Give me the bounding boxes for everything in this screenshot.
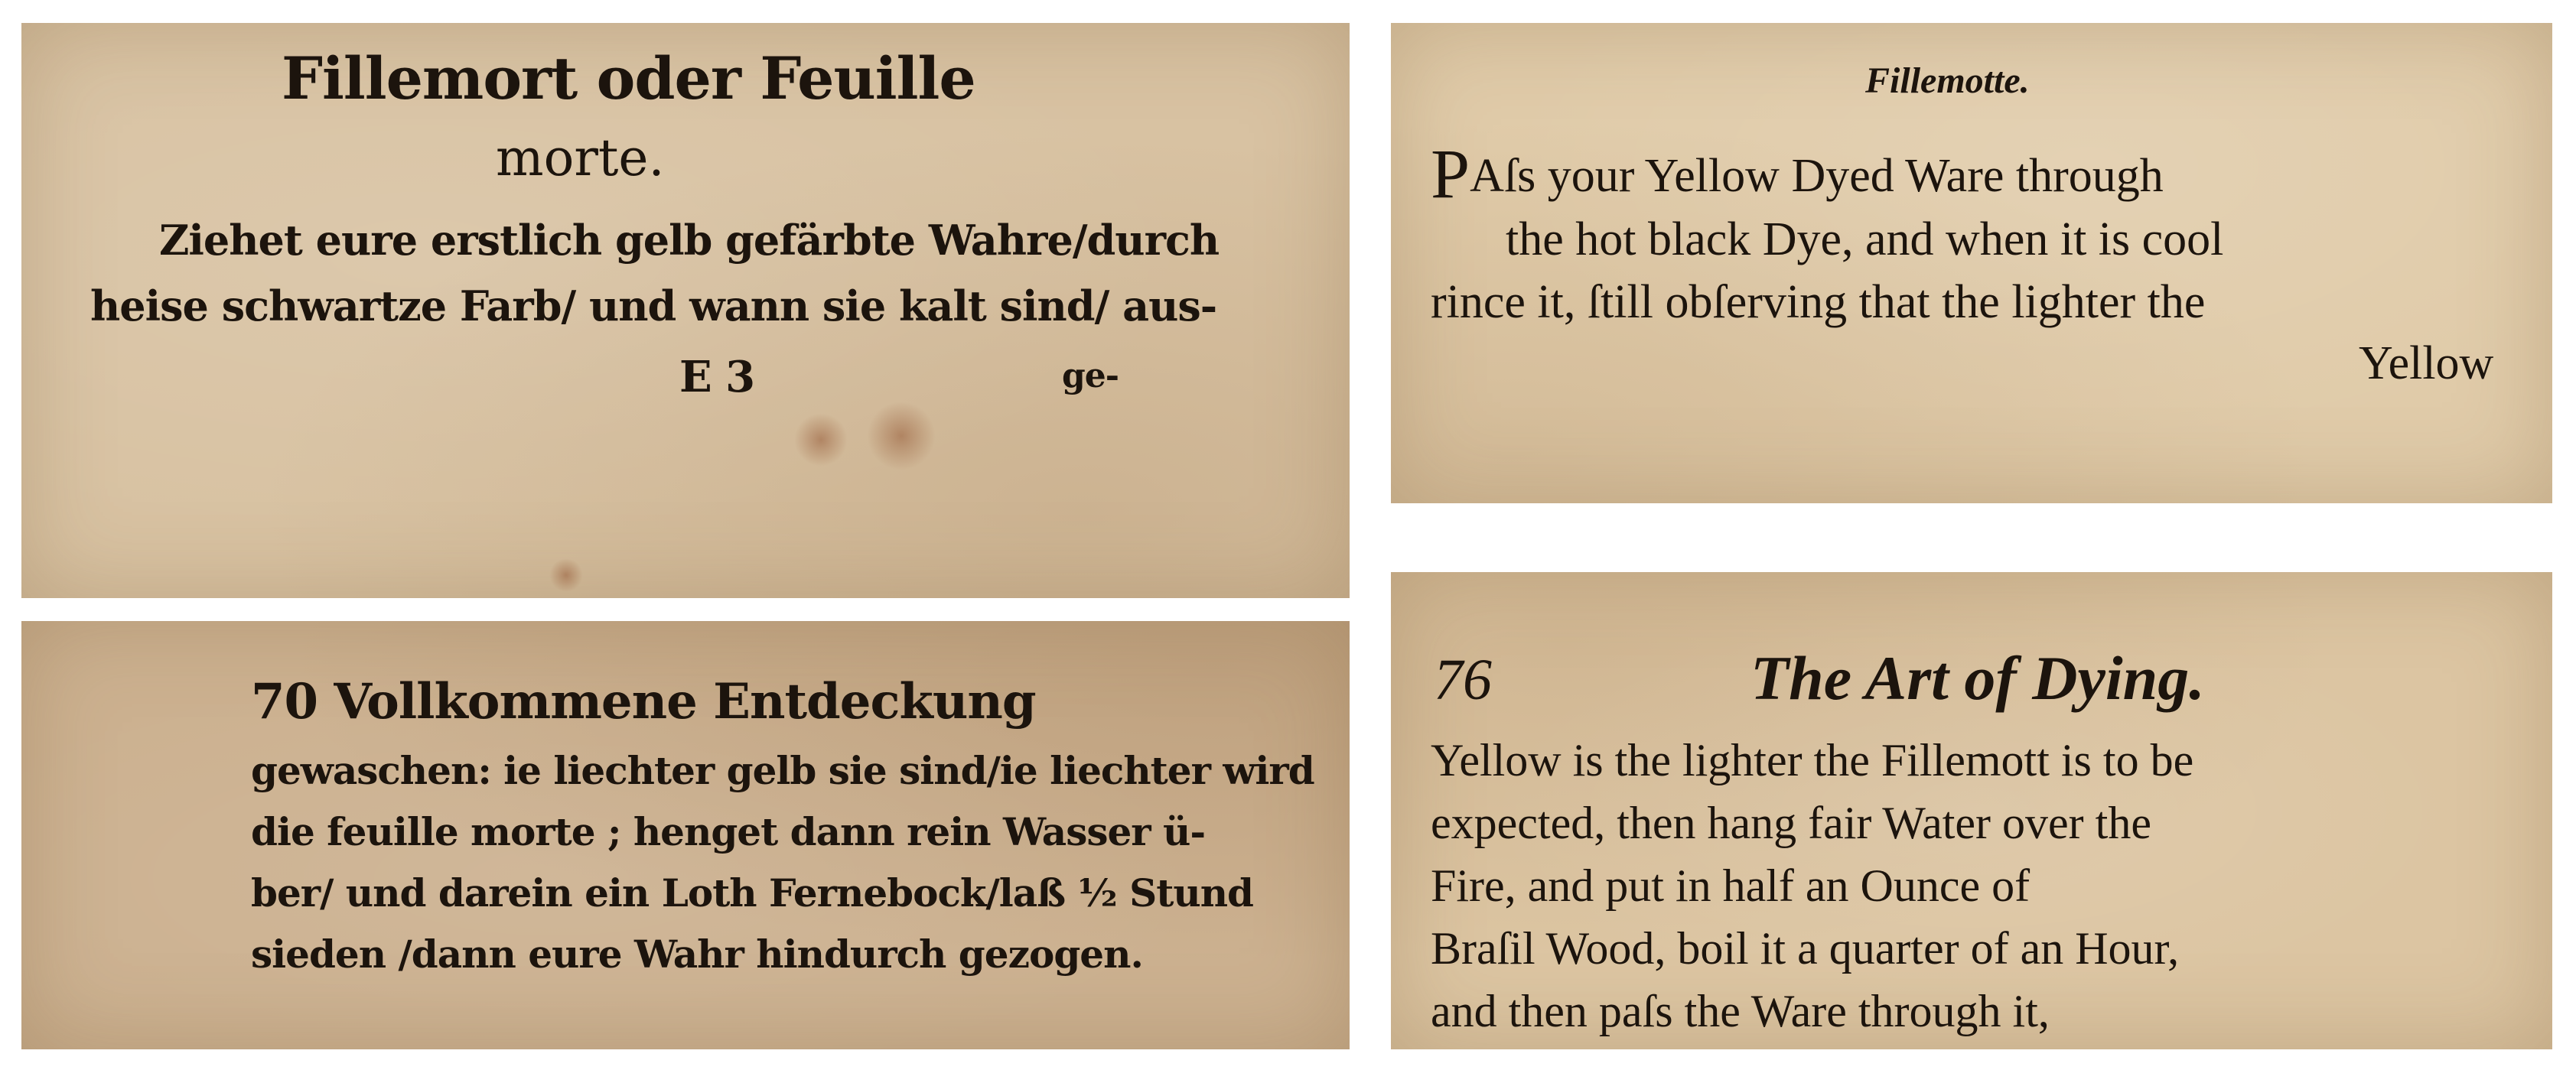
- catchword: Yellow: [2359, 337, 2494, 389]
- page-heading: Fillemotte.: [1865, 60, 2030, 101]
- page-heading: Fillemort oder Feuille: [282, 44, 975, 112]
- text-line: Yellow is the lighter the Fillemott is to be: [1431, 735, 2194, 785]
- page-scan-top-right: [1391, 23, 2552, 503]
- page-scan-bottom-left: [21, 621, 1350, 1049]
- text-line: the hot black Dye, and when it is cool: [1506, 213, 2224, 265]
- text-line: Ziehet eure erstlich gelb gefärbte Wahre/durch: [159, 216, 1220, 265]
- text-line: heise schwartze Farb/ und wann sie kalt sind/ aus-: [90, 281, 1217, 330]
- text-line: [1431, 135, 2164, 213]
- text-line: gewaschen: ie liechter gelb sie sind/ie liechter wird: [251, 748, 1314, 793]
- signature-mark: E 3: [679, 352, 755, 402]
- text-line: rince it, ſtill obſerving that the lighter the: [1431, 276, 2206, 328]
- text-line: sieden /dann eure Wahr hindurch gezogen.: [251, 932, 1143, 977]
- stain-mark: [867, 402, 936, 470]
- page-header: The Art of Dying.: [1750, 643, 2205, 713]
- page-header: 70 Vollkommene Entdeckung: [251, 673, 1036, 730]
- text-line: Braſil Wood, boil it a quarter of an Hour,: [1431, 923, 2180, 974]
- page-heading-continuation: morte.: [496, 128, 665, 187]
- stain-mark: [794, 413, 848, 467]
- text-line-rest: Aſs your Yellow Dyed Ware through: [1470, 150, 2164, 202]
- text-line: Fire, and put in half an Ounce of: [1431, 860, 2031, 911]
- text-line: die feuille morte ; henget dann rein Wasser ü-: [251, 809, 1206, 854]
- stain-mark: [549, 558, 583, 592]
- drop-cap: P: [1431, 135, 1470, 213]
- text-line: expected, then hang fair Water over the: [1431, 798, 2151, 848]
- page-scan-bottom-right: [1391, 572, 2552, 1049]
- text-line: and then paſs the Ware through it,: [1431, 986, 2050, 1036]
- text-line: ber/ und darein ein Loth Fernebock/laß ½ Stund: [251, 870, 1254, 916]
- catchword: ge-: [1062, 356, 1119, 395]
- page-scan-top-left: [21, 23, 1350, 598]
- page-number: 76: [1434, 648, 1492, 712]
